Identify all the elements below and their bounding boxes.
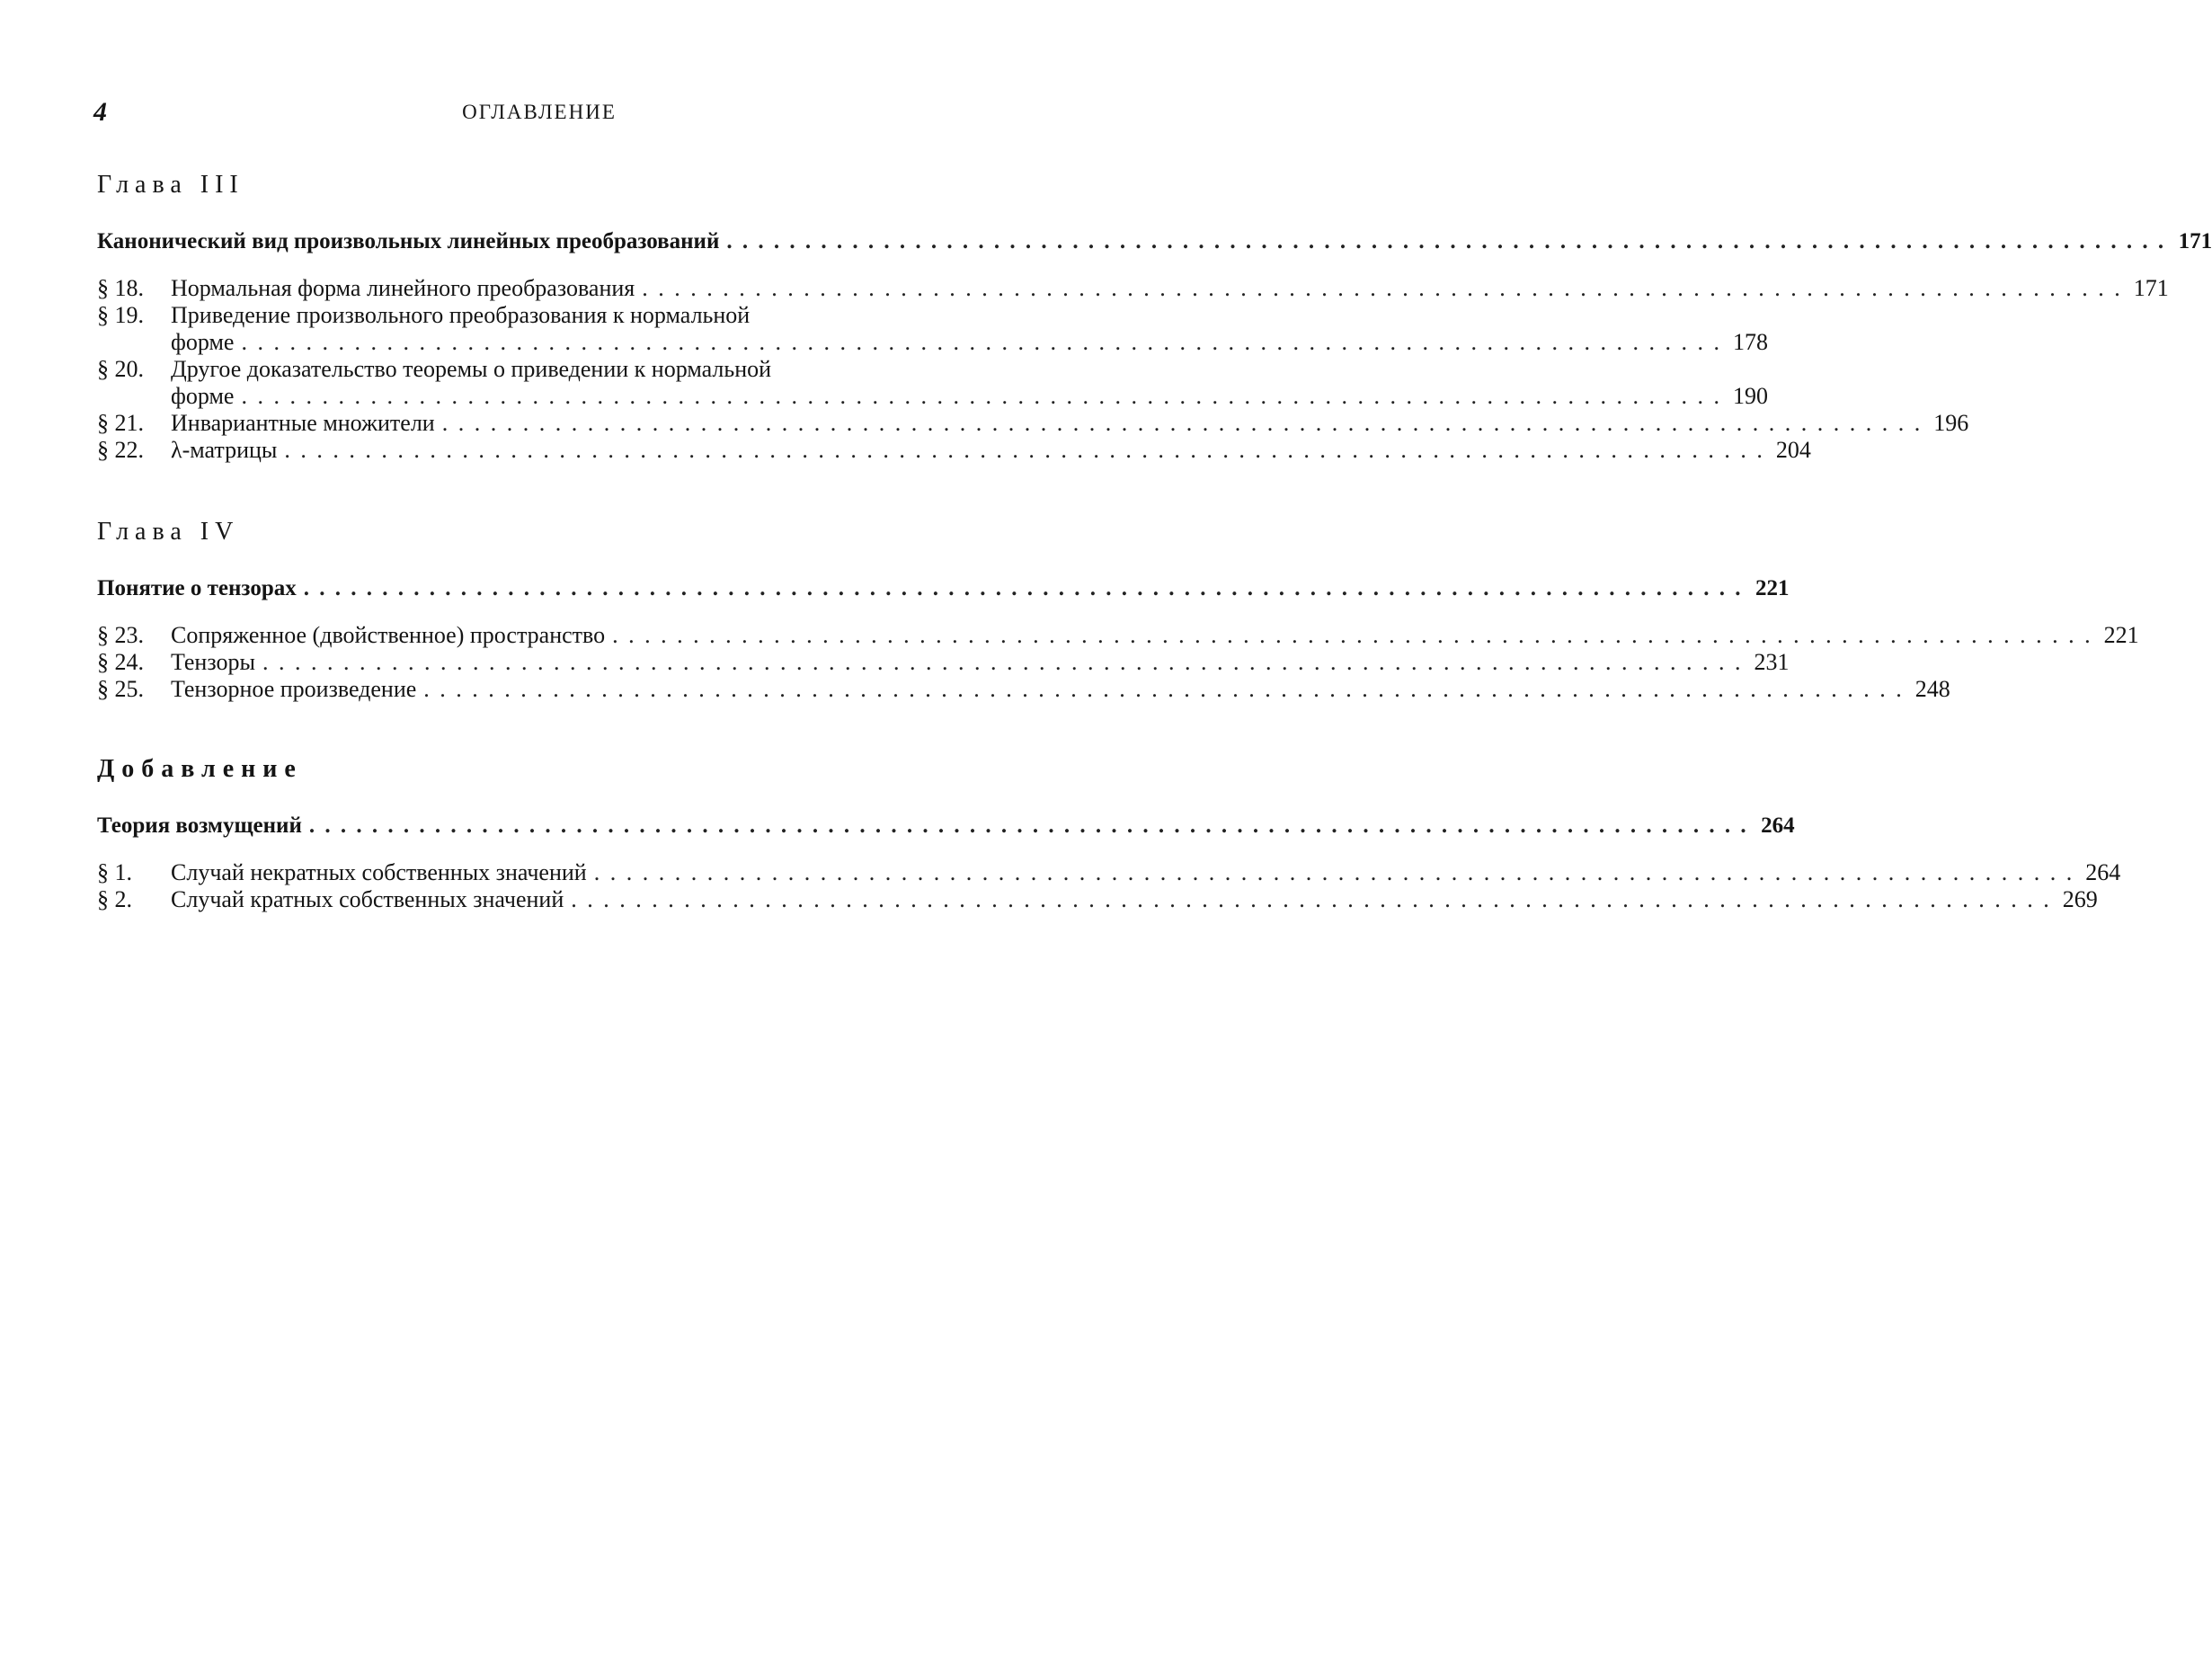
leader-dots <box>719 228 2163 255</box>
chapter-title-row <box>97 228 2212 255</box>
leader-dots <box>255 649 1741 676</box>
toc-entry-20-continued <box>97 383 1768 410</box>
page-ref: 269 <box>2062 886 2098 912</box>
toc-entry-23 <box>97 622 2139 649</box>
toc-entry-20 <box>97 356 987 383</box>
chapter-title: Понятие о тензорах <box>97 576 297 600</box>
leader-dots <box>416 676 1902 703</box>
leader-dots <box>435 410 1921 437</box>
leader-dots <box>605 622 2091 649</box>
chapter-title-row <box>97 575 1790 602</box>
leader-dots <box>234 329 1719 356</box>
page-number: 4 <box>93 97 107 127</box>
appendix <box>97 751 2121 913</box>
section-title: Тензоры <box>171 649 255 675</box>
page-ref: 221 <box>1755 576 1790 600</box>
page-ref: 231 <box>1754 649 1790 675</box>
page-ref: 264 <box>1761 813 1795 838</box>
section-number: § 25. <box>97 676 144 702</box>
page-ref: 190 <box>1732 383 1768 409</box>
page-ref: 178 <box>1732 329 1768 355</box>
section-number: § 20. <box>97 356 144 382</box>
toc-entry-22 <box>97 437 1811 464</box>
section-number: § 1. <box>97 859 132 885</box>
section-title-continued: форме <box>171 329 235 355</box>
section-number: § 22. <box>97 437 144 463</box>
section-title: λ-матрицы <box>171 437 278 463</box>
toc-entry-18 <box>97 275 2169 302</box>
toc-entry-21 <box>97 410 1969 437</box>
toc-entry-19 <box>97 302 987 329</box>
page-ref: 196 <box>1933 410 1969 436</box>
section-number: § 23. <box>97 622 144 648</box>
section-title: Инвариантные множители <box>171 410 435 436</box>
page-title: ОГЛАВЛЕНИЕ <box>462 101 617 123</box>
chapter-label: Глава III <box>97 171 244 199</box>
running-head <box>93 97 985 133</box>
leader-dots <box>234 383 1719 410</box>
leader-dots <box>564 886 2049 913</box>
page-ref: 248 <box>1914 676 1950 702</box>
toc-entry-25 <box>97 676 1950 703</box>
page-ref: 171 <box>2133 275 2169 301</box>
section-number: § 18. <box>97 275 144 301</box>
leader-dots <box>302 813 1746 840</box>
chapter-title: Теория возмущений <box>97 813 302 838</box>
section-number: § 24. <box>97 649 144 675</box>
page-ref: 221 <box>2103 622 2139 648</box>
toc-entry-24 <box>97 649 1790 676</box>
page-ref: 171 <box>2178 229 2212 253</box>
chapter-3 <box>97 167 2212 464</box>
page-ref: 264 <box>2085 859 2121 885</box>
section-number: § 2. <box>97 886 132 912</box>
section-title: Нормальная форма линейного преобразования <box>171 275 635 301</box>
section-number: § 19. <box>97 302 144 328</box>
toc-entry-appendix-2 <box>97 886 2098 913</box>
appendix-label: Добавление <box>97 755 303 783</box>
section-title: Случай некратных собственных значений <box>171 859 587 885</box>
section-title: Случай кратных собственных значений <box>171 886 564 912</box>
leader-dots <box>635 275 2120 302</box>
leader-dots <box>277 437 1763 464</box>
page-ref: 204 <box>1775 437 1811 463</box>
chapter-label: Глава IV <box>97 518 240 546</box>
section-title: Сопряженное (двойственное) пространство <box>171 622 606 648</box>
leader-dots <box>297 575 1741 602</box>
section-title: Приведение произвольного преобразования к нормальной <box>171 302 751 328</box>
toc-entry-appendix-1 <box>97 859 2121 886</box>
chapter-title: Канонический вид произвольных линейных преобразований <box>97 229 720 253</box>
toc-entry-19-continued <box>97 329 1768 356</box>
section-number: § 21. <box>97 410 144 436</box>
chapter-4 <box>97 514 2139 703</box>
chapter-title-row <box>97 813 1795 840</box>
leader-dots <box>587 859 2073 886</box>
section-title-continued: форме <box>171 383 235 409</box>
section-title: Тензорное произведение <box>171 676 417 702</box>
section-title: Другое доказательство теоремы о приведении к нормальной <box>171 356 772 382</box>
